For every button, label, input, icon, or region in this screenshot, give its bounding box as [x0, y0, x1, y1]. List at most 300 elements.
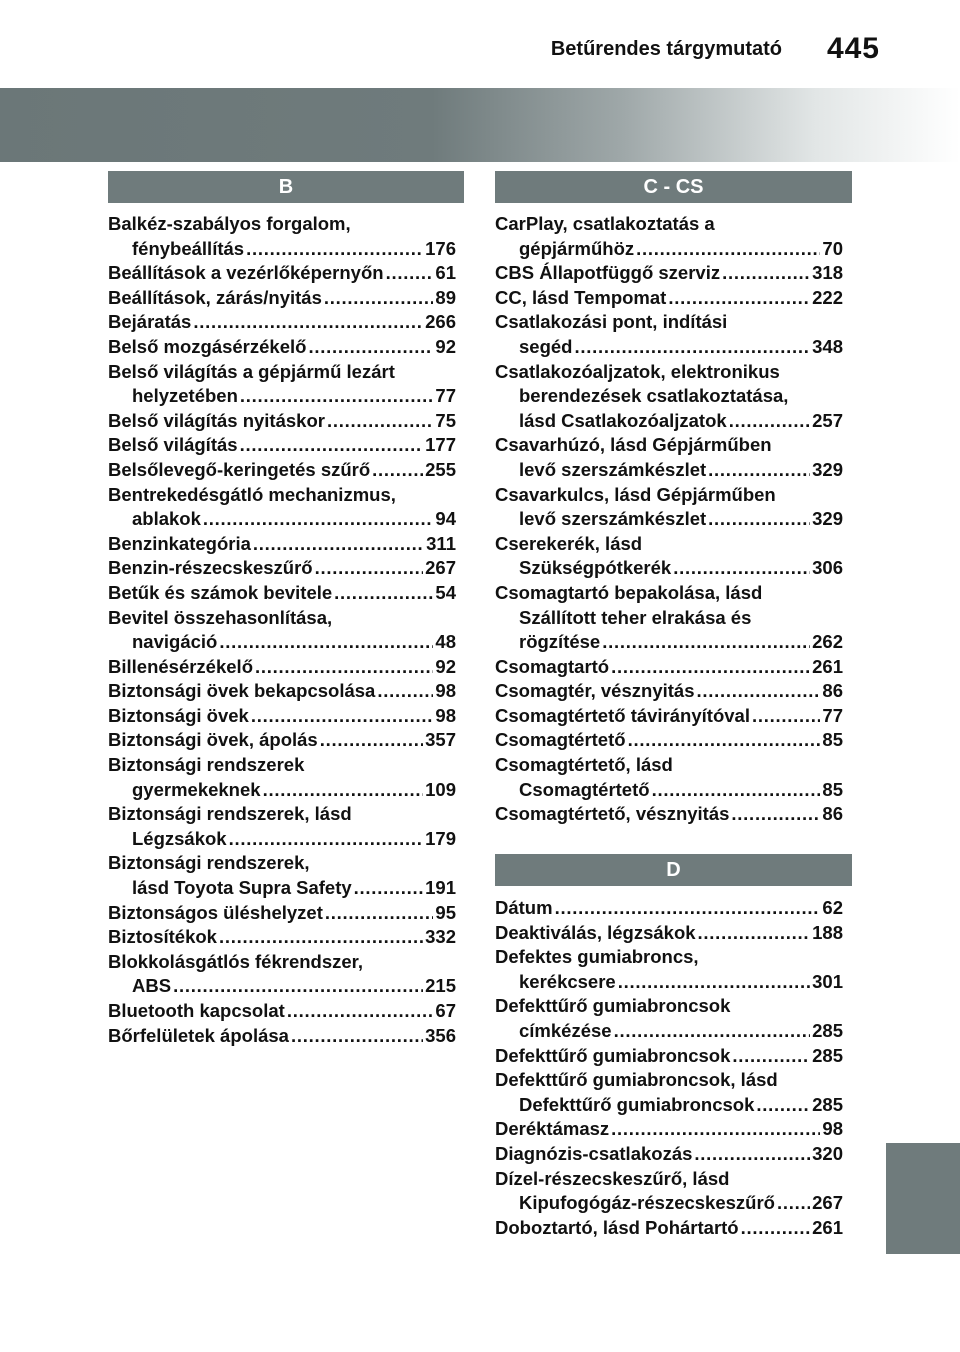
index-entry-text: Defekttűrő gumiabroncsok — [519, 1093, 755, 1115]
index-entry-line — [495, 1093, 843, 1118]
index-entry-text: gyermekeknek — [132, 778, 261, 800]
index-entry-page: 285 — [812, 1044, 843, 1066]
index-entry-text: Szállított teher elrakása és — [519, 606, 752, 628]
index-entry — [495, 1167, 843, 1216]
index-entry — [495, 1142, 843, 1167]
index-entry-line — [495, 970, 843, 995]
index-entry-text: Csomagtértető, vésznyitás — [495, 803, 730, 825]
index-entry-text: Dízel-részecskeszűrő, lásd — [495, 1167, 730, 1189]
index-entry-line — [108, 310, 456, 335]
index-entry-line — [108, 458, 456, 483]
index-entry — [495, 704, 843, 729]
index-entry — [495, 921, 843, 946]
dot-leader — [628, 728, 821, 753]
index-column-d — [495, 896, 843, 1240]
header-title: Betűrendes tárgymutató — [550, 38, 782, 60]
index-entry-line — [495, 458, 843, 483]
index-entry — [108, 360, 456, 409]
dot-leader — [327, 409, 433, 434]
index-entry-page: 89 — [435, 286, 456, 308]
index-entry-text: gépjárműhöz — [519, 237, 635, 259]
index-entry-page: 285 — [812, 1019, 843, 1041]
index-entry — [495, 532, 843, 581]
index-entry-line — [495, 921, 843, 946]
index-entry-line — [108, 802, 456, 827]
index-entry-line — [108, 581, 456, 606]
index-entry-page: 48 — [435, 631, 456, 653]
index-entry-text: Biztonsági rendszerek, — [108, 852, 310, 874]
index-entry-line — [495, 310, 843, 335]
dot-leader — [732, 1044, 810, 1069]
index-entry-text: lásd Csatlakozóaljzatok — [519, 409, 727, 431]
index-entry — [495, 1117, 843, 1142]
index-entry-page: 92 — [435, 335, 456, 357]
index-entry-text: ABS — [132, 975, 172, 997]
index-entry-page: 98 — [822, 1118, 843, 1140]
index-entry-page: 98 — [435, 704, 456, 726]
index-entry-line — [108, 335, 456, 360]
index-entry-line — [108, 753, 456, 778]
index-entry-text: ablakok — [132, 508, 201, 530]
index-entry-page: 329 — [812, 508, 843, 530]
index-entry-text: Defektes gumiabroncs, — [495, 946, 699, 968]
index-entry — [108, 310, 456, 335]
index-entry — [108, 581, 456, 606]
index-entry-line — [495, 704, 843, 729]
index-entry-page: 92 — [435, 655, 456, 677]
header-banner — [0, 88, 960, 162]
index-entry — [495, 728, 843, 753]
index-entry-text: Biztonságos üléshelyzet — [108, 901, 323, 923]
index-entry-line — [108, 925, 456, 950]
index-entry-line — [108, 286, 456, 311]
index-entry — [108, 655, 456, 680]
dot-leader — [308, 335, 433, 360]
dot-leader — [334, 581, 433, 606]
index-entry-text: CC, lásd Tempomat — [495, 286, 667, 308]
index-entry-page: 86 — [822, 680, 843, 702]
index-entry — [495, 1068, 843, 1117]
index-entry-text: Biztonsági rendszerek — [108, 754, 305, 776]
index-entry-text: címkézése — [519, 1019, 612, 1041]
dot-leader — [696, 679, 820, 704]
index-entry-text: Betűk és számok bevitele — [108, 581, 333, 603]
index-entry-text: Csomagtértető, lásd — [495, 754, 673, 776]
dot-leader — [731, 802, 820, 827]
index-entry-page: 257 — [812, 409, 843, 431]
index-entry-line — [108, 507, 456, 532]
dot-leader — [555, 896, 821, 921]
index-entry-page: 179 — [425, 827, 456, 849]
index-entry-text: Bevitel összehasonlítása, — [108, 606, 333, 628]
section-header-b: B — [108, 171, 464, 203]
index-entry-line — [108, 606, 456, 631]
index-entry-text: Csomagtartó — [495, 655, 610, 677]
index-entry-page: 95 — [435, 901, 456, 923]
index-entry-text: Benzin-részecskeszűrő — [108, 557, 313, 579]
dot-leader — [636, 237, 820, 262]
index-entry-page: 177 — [425, 434, 456, 456]
index-entry-line — [108, 384, 456, 409]
dot-leader — [652, 778, 821, 803]
dot-leader — [255, 655, 433, 680]
index-entry-page: 261 — [812, 1216, 843, 1238]
index-entry-line — [495, 483, 843, 508]
index-entry-line — [108, 778, 456, 803]
dot-leader — [602, 630, 810, 655]
index-entry-line — [495, 433, 843, 458]
index-entry — [108, 212, 456, 261]
index-entry-page: 311 — [426, 532, 456, 554]
index-entry-page: 318 — [812, 262, 843, 284]
index-entry-text: Cserekerék, lásd — [495, 532, 643, 554]
index-entry-page: 301 — [812, 970, 843, 992]
index-entry-text: helyzetében — [132, 385, 238, 407]
dot-leader — [325, 901, 434, 926]
index-entry — [108, 802, 456, 851]
index-entry-page: 262 — [812, 631, 843, 653]
dot-leader — [729, 409, 810, 434]
index-entry-line — [108, 630, 456, 655]
index-entry-line — [495, 1117, 843, 1142]
index-entry-line — [108, 360, 456, 385]
index-entry-line — [495, 237, 843, 262]
index-entry-line — [495, 778, 843, 803]
index-entry-text: Szükségpótkerék — [519, 557, 672, 579]
dot-leader — [777, 1191, 810, 1216]
index-entry-line — [495, 212, 843, 237]
index-entry — [108, 556, 456, 581]
index-entry-line — [495, 1142, 843, 1167]
index-entry-page: 98 — [435, 680, 456, 702]
index-entry-line — [108, 212, 456, 237]
index-entry-text: Biztonsági övek — [108, 704, 249, 726]
index-entry-page: 67 — [435, 1000, 456, 1021]
dot-leader — [611, 655, 810, 680]
index-entry-line — [495, 335, 843, 360]
index-entry-line — [108, 827, 456, 852]
dot-leader — [246, 237, 423, 262]
index-entry-line — [108, 999, 456, 1024]
dot-leader — [287, 999, 434, 1024]
dot-leader — [354, 876, 423, 901]
index-entry-text: Belső világítás — [108, 434, 238, 456]
index-entry-page: 61 — [435, 262, 456, 284]
index-entry-page: 329 — [812, 458, 843, 480]
index-entry-text: Biztonsági övek, ápolás — [108, 729, 318, 751]
index-entry — [495, 655, 843, 680]
index-entry-line — [495, 994, 843, 1019]
index-entry-text: Dátum — [495, 897, 553, 918]
index-entry-text: Csomagtértető — [495, 729, 626, 751]
index-entry-text: segéd — [519, 335, 573, 357]
dot-leader — [219, 630, 433, 655]
index-entry — [108, 433, 456, 458]
dot-leader — [708, 458, 810, 483]
dot-leader — [251, 704, 434, 729]
dot-leader — [708, 507, 810, 532]
index-entry-line — [495, 261, 843, 286]
index-entry-text: kerékcsere — [519, 970, 616, 992]
index-entry-text: Balkéz-szabályos forgalom, — [108, 213, 351, 234]
index-entry-page: 54 — [435, 581, 456, 603]
index-entry-line — [495, 581, 843, 606]
index-entry-text: Csomagtartó bepakolása, lásd — [495, 581, 763, 603]
dot-leader — [574, 335, 810, 360]
index-entry — [108, 901, 456, 926]
index-entry-line — [495, 556, 843, 581]
index-entry-line — [495, 286, 843, 311]
index-entry-page: 94 — [435, 508, 456, 530]
index-entry-text: Defekttűrő gumiabroncsok, lásd — [495, 1069, 778, 1091]
index-entry — [108, 851, 456, 900]
index-entry-line — [495, 409, 843, 434]
index-entry — [495, 994, 843, 1043]
index-entry-line — [495, 1068, 843, 1093]
section-header-c: C - CS — [495, 171, 852, 203]
dot-leader — [203, 507, 434, 532]
index-entry-line — [108, 679, 456, 704]
index-entry — [108, 728, 456, 753]
index-entry-line — [495, 945, 843, 970]
index-entry-line — [108, 532, 456, 557]
index-entry — [495, 1044, 843, 1069]
index-entry-line — [495, 728, 843, 753]
index-entry — [495, 945, 843, 994]
dot-leader — [752, 704, 820, 729]
index-entry-line — [108, 433, 456, 458]
index-entry-line — [108, 876, 456, 901]
index-entry-page: 77 — [435, 385, 456, 407]
index-entry-text: levő szerszámkészlet — [519, 458, 707, 480]
index-entry-line — [108, 483, 456, 508]
dot-leader — [722, 261, 810, 286]
index-entry-text: Csomagtértető távirányítóval — [495, 704, 750, 726]
index-entry-page: 109 — [425, 778, 456, 800]
dot-leader — [263, 778, 424, 803]
index-entry-text: Beállítások, zárás/nyitás — [108, 286, 322, 308]
chapter-tab-marker — [886, 1143, 960, 1254]
index-entry-line — [108, 950, 456, 975]
dot-leader — [741, 1216, 811, 1241]
index-entry-line — [495, 606, 843, 631]
dot-leader — [240, 433, 424, 458]
index-entry-text: Defekttűrő gumiabroncsok — [495, 995, 731, 1017]
dot-leader — [756, 1093, 810, 1118]
index-entry-text: lásd Toyota Supra Safety — [132, 877, 352, 899]
dot-leader — [229, 827, 424, 852]
index-entry — [108, 458, 456, 483]
index-entry-page: 75 — [435, 409, 456, 431]
index-entry-text: Biztosítékok — [108, 926, 217, 948]
index-entry-line — [495, 630, 843, 655]
index-entry-text: Bentrekedésgátló mechanizmus, — [108, 483, 396, 505]
index-entry — [108, 286, 456, 311]
index-entry-page: 261 — [812, 655, 843, 677]
index-entry-text: Bőrfelületek ápolása — [108, 1024, 289, 1046]
index-entry-text: Belsőlevegő-keringetés szűrő — [108, 458, 371, 480]
index-entry-line — [108, 655, 456, 680]
index-entry — [108, 335, 456, 360]
index-entry-text: Defekttűrő gumiabroncsok — [495, 1044, 731, 1066]
index-entry-text: levő szerszámkészlet — [519, 508, 707, 530]
index-entry-page: 70 — [822, 237, 843, 259]
index-entry — [495, 286, 843, 311]
index-entry-line — [108, 728, 456, 753]
dot-leader — [219, 925, 423, 950]
index-entry-text: Csomagtértető — [519, 778, 650, 800]
index-entry-line — [495, 753, 843, 778]
index-entry — [495, 753, 843, 802]
dot-leader — [324, 286, 434, 311]
index-entry-page: 85 — [822, 729, 843, 751]
index-entry-text: Bejáratás — [108, 311, 192, 333]
index-entry-page: 176 — [425, 237, 456, 259]
index-entry-text: Csomagtér, vésznyitás — [495, 680, 695, 702]
index-entry-page: 222 — [812, 286, 843, 308]
index-entry-text: Belső világítás nyitáskor — [108, 409, 325, 431]
dot-leader — [240, 384, 434, 409]
index-entry — [495, 581, 843, 655]
index-entry-text: berendezések csatlakoztatása, — [519, 385, 789, 407]
index-entry-text: Benzinkategória — [108, 532, 251, 554]
index-entry-page: 267 — [425, 557, 456, 579]
page-number: 445 — [826, 32, 880, 65]
index-entry-line — [108, 851, 456, 876]
index-entry-line — [495, 1191, 843, 1216]
index-entry-page: 191 — [425, 877, 456, 899]
dot-leader — [377, 679, 433, 704]
dot-leader — [611, 1117, 820, 1142]
index-entry-line — [495, 679, 843, 704]
index-entry — [495, 483, 843, 532]
index-entry-text: Deaktiválás, légzsákok — [495, 921, 696, 943]
index-entry-line — [108, 409, 456, 434]
index-entry — [495, 679, 843, 704]
index-entry-text: Kipufogógáz-részecskeszűrő — [519, 1192, 775, 1214]
index-entry-page: 255 — [425, 458, 456, 480]
index-entry-text: Biztonsági övek bekapcsolása — [108, 680, 376, 702]
index-entry-page: 77 — [822, 704, 843, 726]
dot-leader — [698, 921, 811, 946]
index-entry-text: Blokkolásgátlós fékrendszer, — [108, 950, 363, 972]
index-entry — [108, 999, 456, 1024]
index-entry — [108, 409, 456, 434]
section-header-d: D — [495, 854, 852, 886]
index-entry-line — [495, 384, 843, 409]
index-entry — [108, 261, 456, 286]
dot-leader — [673, 556, 810, 581]
index-entry-text: CarPlay, csatlakoztatás a — [495, 213, 715, 234]
index-entry — [495, 261, 843, 286]
index-entry-page: 357 — [425, 729, 456, 751]
index-entry-text: Beállítások a vezérlőképernyőn — [108, 262, 384, 284]
dot-leader — [694, 1142, 810, 1167]
index-entry-line — [108, 237, 456, 262]
index-column-c — [495, 212, 843, 827]
dot-leader — [253, 532, 424, 557]
index-entry — [108, 753, 456, 802]
index-entry-page: 348 — [812, 335, 843, 357]
index-entry — [108, 606, 456, 655]
index-entry — [495, 433, 843, 482]
index-entry-line — [108, 1024, 456, 1049]
index-entry-line — [495, 1167, 843, 1192]
index-entry-page: 267 — [812, 1192, 843, 1214]
index-entry-page: 188 — [812, 921, 843, 943]
index-entry-line — [495, 1216, 843, 1241]
index-entry-text: Belső mozgásérzékelő — [108, 335, 307, 357]
index-entry-text: Csatlakozóaljzatok, elektronikus — [495, 360, 780, 382]
index-entry-text: CBS Állapotfüggő szerviz — [495, 262, 721, 284]
dot-leader — [193, 310, 423, 335]
index-entry-text: Csatlakozási pont, indítási — [495, 311, 728, 333]
index-entry-line — [495, 896, 843, 921]
index-entry-text: Csavarkulcs, lásd Gépjárműben — [495, 483, 776, 505]
index-entry — [108, 950, 456, 999]
index-entry-page: 86 — [822, 803, 843, 825]
index-entry-line — [108, 261, 456, 286]
index-entry-line — [495, 655, 843, 680]
index-entry-text: Doboztartó, lásd Pohártartó — [495, 1216, 739, 1238]
index-entry — [108, 532, 456, 557]
index-entry-page: 285 — [812, 1093, 843, 1115]
index-entry-line — [495, 360, 843, 385]
index-entry — [108, 925, 456, 950]
index-entry — [108, 679, 456, 704]
dot-leader — [291, 1024, 423, 1049]
index-entry-text: Biztonsági rendszerek, lásd — [108, 803, 352, 825]
index-entry — [108, 704, 456, 729]
index-entry — [495, 1216, 843, 1241]
index-entry-line — [108, 974, 456, 999]
index-entry-page: 266 — [425, 311, 456, 333]
dot-leader — [320, 728, 423, 753]
index-entry-text: Légzsákok — [132, 827, 227, 849]
index-entry-page: 320 — [812, 1142, 843, 1164]
index-entry-text: Belső világítás a gépjármű lezárt — [108, 360, 395, 382]
dot-leader — [668, 286, 810, 311]
index-entry-page: 215 — [425, 975, 456, 997]
index-entry-text: navigáció — [132, 631, 218, 653]
dot-leader — [372, 458, 423, 483]
index-entry-line — [495, 1044, 843, 1069]
index-entry-page: 356 — [425, 1024, 456, 1046]
index-entry — [495, 896, 843, 921]
index-entry-line — [108, 556, 456, 581]
index-entry — [495, 360, 843, 434]
index-entry-text: rögzítése — [519, 631, 601, 653]
index-entry — [495, 310, 843, 359]
index-entry-text: Csavarhúzó, lásd Gépjárműben — [495, 434, 772, 456]
index-entry-line — [108, 704, 456, 729]
index-entry — [495, 212, 843, 261]
index-entry-line — [495, 802, 843, 827]
index-entry-line — [495, 507, 843, 532]
index-entry-text: Bluetooth kapcsolat — [108, 1000, 285, 1021]
index-entry-line — [108, 901, 456, 926]
index-entry-page: 306 — [812, 557, 843, 579]
index-entry-text: Billenésérzékelő — [108, 655, 253, 677]
dot-leader — [315, 556, 424, 581]
index-entry-line — [495, 532, 843, 557]
dot-leader — [386, 261, 434, 286]
index-column-b — [108, 212, 456, 1048]
index-entry-text: Diagnózis-csatlakozás — [495, 1142, 693, 1164]
dot-leader — [618, 970, 810, 995]
index-entry-text: fénybeállítás — [132, 237, 245, 259]
index-entry — [108, 1024, 456, 1049]
